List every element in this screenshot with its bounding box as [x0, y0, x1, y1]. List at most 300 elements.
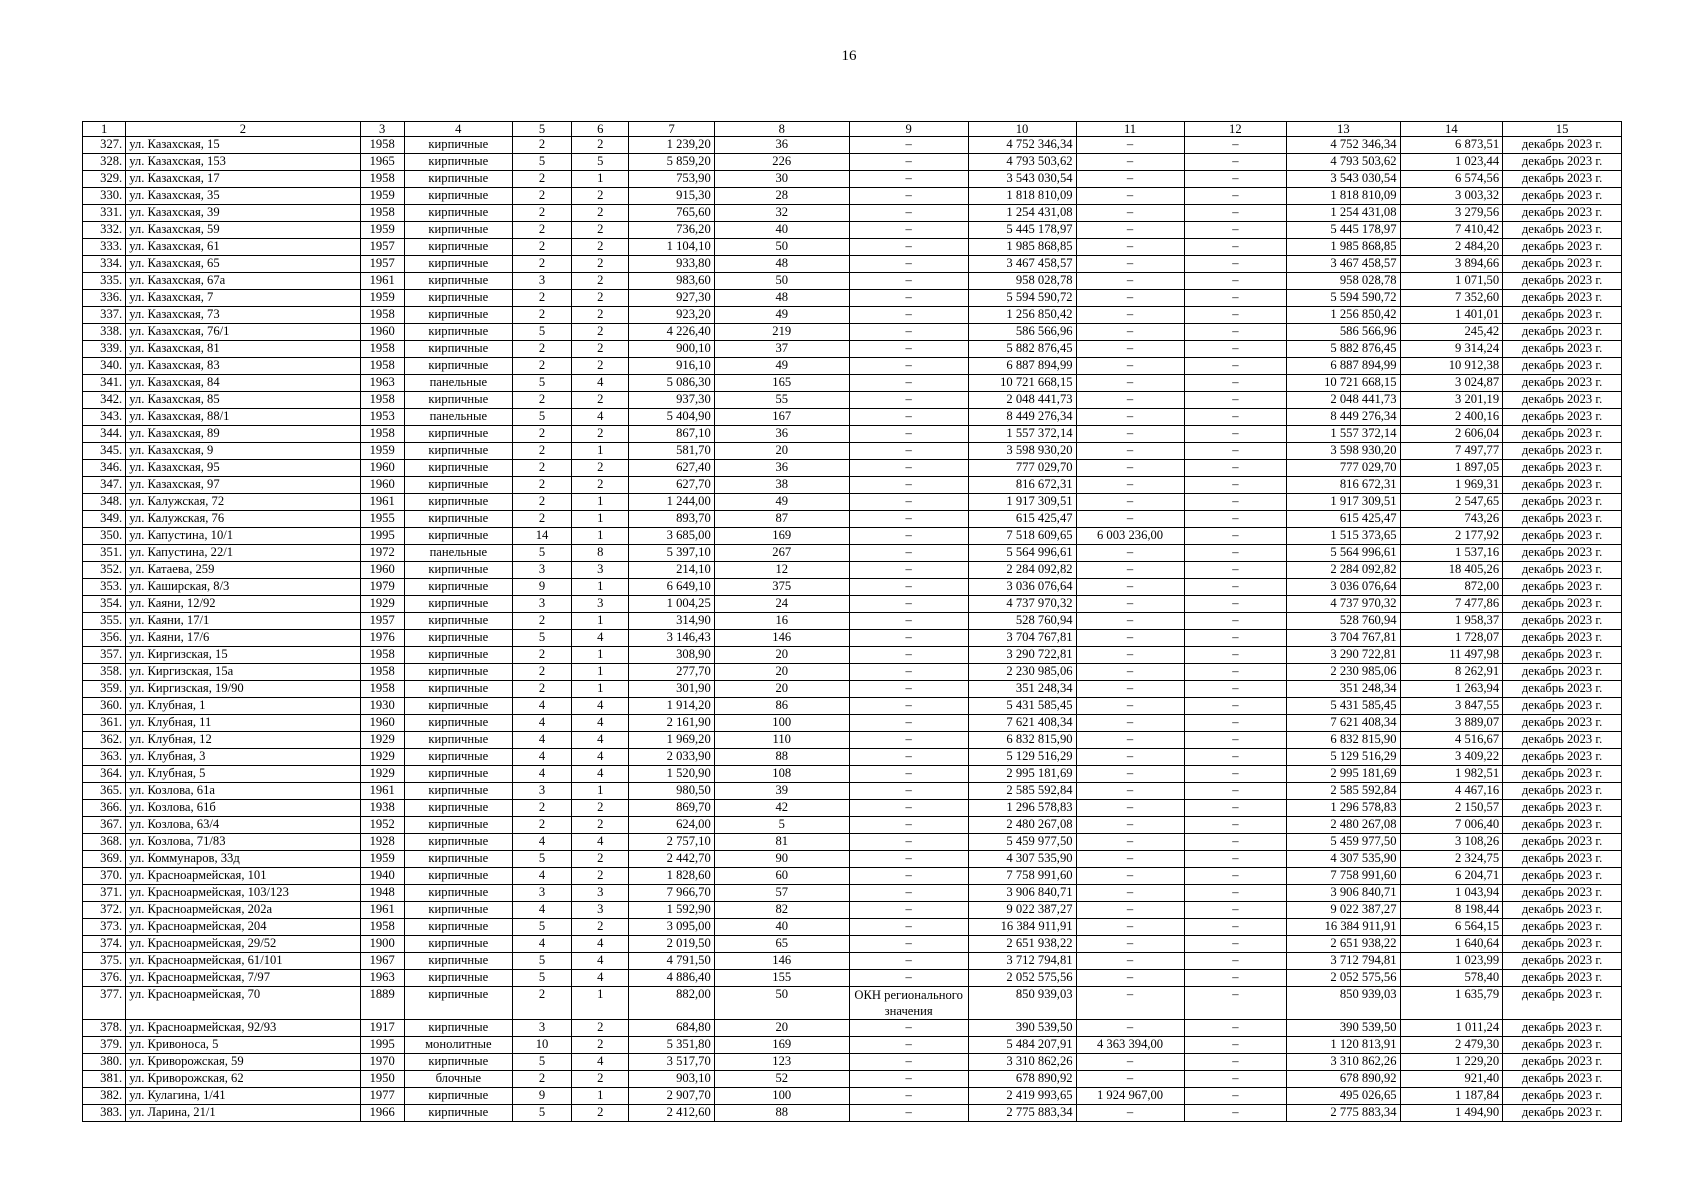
cell-entrances: 2 — [572, 1037, 629, 1054]
column-header-8: 8 — [714, 122, 849, 137]
cell-total-cost: 1 256 850,42 — [968, 307, 1076, 324]
table-row — [83, 307, 1622, 324]
cell-row-number: 327. — [83, 137, 126, 154]
cell-cost-per-sqm: 6 564,15 — [1400, 919, 1503, 936]
cell-residents: 20 — [714, 443, 849, 460]
cell-deadline: декабрь 2023 г. — [1503, 953, 1622, 970]
cell-entrances: 3 — [572, 562, 629, 579]
cell-floors: 2 — [512, 358, 571, 375]
cell-funds-col-12: – — [1184, 273, 1287, 290]
cell-funds-col-11: – — [1076, 494, 1184, 511]
cell-deadline: декабрь 2023 г. — [1503, 562, 1622, 579]
cell-year-built: 1972 — [360, 545, 404, 562]
cell-cost-per-sqm: 4 467,16 — [1400, 783, 1503, 800]
cell-funds-col-11: – — [1076, 409, 1184, 426]
cell-funds-col-12: – — [1184, 443, 1287, 460]
cell-address: ул. Казахская, 153 — [126, 154, 360, 171]
cell-entrances: 3 — [572, 902, 629, 919]
cell-entrances: 2 — [572, 851, 629, 868]
cell-funds-col-11: – — [1076, 647, 1184, 664]
cell-cost-col-13: 678 890,92 — [1287, 1071, 1400, 1088]
table-row — [83, 783, 1622, 800]
cell-wall-material: кирпичные — [404, 681, 512, 698]
cell-funds-col-12: – — [1184, 698, 1287, 715]
cell-floors: 3 — [512, 783, 571, 800]
cell-cost-col-13: 3 036 076,64 — [1287, 579, 1400, 596]
cell-funds-col-11: – — [1076, 562, 1184, 579]
cell-area: 980,50 — [629, 783, 714, 800]
cell-entrances: 1 — [572, 494, 629, 511]
cell-cost-per-sqm: 921,40 — [1400, 1071, 1503, 1088]
cell-entrances: 2 — [572, 341, 629, 358]
cell-total-cost: 3 598 930,20 — [968, 443, 1076, 460]
cell-wall-material: кирпичные — [404, 885, 512, 902]
cell-floors: 2 — [512, 817, 571, 834]
table-row — [83, 817, 1622, 834]
cell-heritage-status: – — [849, 647, 968, 664]
cell-floors: 5 — [512, 154, 571, 171]
cell-year-built: 1960 — [360, 562, 404, 579]
cell-floors: 2 — [512, 511, 571, 528]
cell-cost-per-sqm: 1 071,50 — [1400, 273, 1503, 290]
cell-area: 882,00 — [629, 987, 714, 1020]
cell-area: 3 517,70 — [629, 1054, 714, 1071]
cell-wall-material: кирпичные — [404, 596, 512, 613]
cell-year-built: 1959 — [360, 188, 404, 205]
cell-cost-per-sqm: 1 969,31 — [1400, 477, 1503, 494]
cell-residents: 108 — [714, 766, 849, 783]
cell-floors: 5 — [512, 545, 571, 562]
cell-floors: 3 — [512, 273, 571, 290]
cell-area: 1 914,20 — [629, 698, 714, 715]
cell-heritage-status: – — [849, 511, 968, 528]
cell-entrances: 4 — [572, 630, 629, 647]
cell-heritage-status: – — [849, 188, 968, 205]
cell-area: 1 969,20 — [629, 732, 714, 749]
cell-total-cost: 8 449 276,34 — [968, 409, 1076, 426]
cell-area: 1 828,60 — [629, 868, 714, 885]
table-row — [83, 171, 1622, 188]
cell-total-cost: 777 029,70 — [968, 460, 1076, 477]
cell-address: ул. Козлова, 61б — [126, 800, 360, 817]
cell-funds-col-11: – — [1076, 749, 1184, 766]
cell-floors: 2 — [512, 171, 571, 188]
cell-residents: 40 — [714, 222, 849, 239]
cell-row-number: 334. — [83, 256, 126, 273]
cell-residents: 375 — [714, 579, 849, 596]
cell-residents: 38 — [714, 477, 849, 494]
cell-total-cost: 3 704 767,81 — [968, 630, 1076, 647]
cell-row-number: 337. — [83, 307, 126, 324]
cell-funds-col-12: – — [1184, 154, 1287, 171]
cell-floors: 5 — [512, 409, 571, 426]
cell-funds-col-12: – — [1184, 613, 1287, 630]
cell-funds-col-11: – — [1076, 902, 1184, 919]
cell-entrances: 1 — [572, 511, 629, 528]
cell-cost-per-sqm: 3 409,22 — [1400, 749, 1503, 766]
cell-wall-material: кирпичные — [404, 1020, 512, 1037]
cell-row-number: 360. — [83, 698, 126, 715]
cell-floors: 3 — [512, 562, 571, 579]
cell-residents: 50 — [714, 273, 849, 290]
cell-row-number: 340. — [83, 358, 126, 375]
cell-deadline: декабрь 2023 г. — [1503, 732, 1622, 749]
cell-funds-col-11: 4 363 394,00 — [1076, 1037, 1184, 1054]
cell-total-cost: 2 651 938,22 — [968, 936, 1076, 953]
cell-heritage-status: – — [849, 358, 968, 375]
cell-funds-col-11: – — [1076, 324, 1184, 341]
cell-year-built: 1900 — [360, 936, 404, 953]
cell-total-cost: 2 480 267,08 — [968, 817, 1076, 834]
cell-funds-col-12: – — [1184, 188, 1287, 205]
cell-cost-per-sqm: 1 187,84 — [1400, 1088, 1503, 1105]
cell-cost-per-sqm: 7 410,42 — [1400, 222, 1503, 239]
cell-total-cost: 5 564 996,61 — [968, 545, 1076, 562]
table-row — [83, 239, 1622, 256]
cell-address: ул. Казахская, 95 — [126, 460, 360, 477]
cell-wall-material: кирпичные — [404, 868, 512, 885]
cell-year-built: 1995 — [360, 528, 404, 545]
cell-row-number: 351. — [83, 545, 126, 562]
cell-funds-col-12: – — [1184, 222, 1287, 239]
cell-deadline: декабрь 2023 г. — [1503, 443, 1622, 460]
cell-floors: 2 — [512, 987, 571, 1020]
cell-cost-col-13: 1 256 850,42 — [1287, 307, 1400, 324]
cell-year-built: 1917 — [360, 1020, 404, 1037]
cell-entrances: 2 — [572, 800, 629, 817]
cell-year-built: 1967 — [360, 953, 404, 970]
cell-funds-col-12: – — [1184, 494, 1287, 511]
cell-heritage-status: – — [849, 783, 968, 800]
cell-area: 684,80 — [629, 1020, 714, 1037]
cell-funds-col-11: – — [1076, 171, 1184, 188]
cell-area: 627,70 — [629, 477, 714, 494]
cell-cost-col-13: 10 721 668,15 — [1287, 375, 1400, 392]
cell-year-built: 1958 — [360, 681, 404, 698]
cell-year-built: 1958 — [360, 341, 404, 358]
cell-area: 3 146,43 — [629, 630, 714, 647]
cell-floors: 14 — [512, 528, 571, 545]
cell-funds-col-12: – — [1184, 817, 1287, 834]
cell-residents: 267 — [714, 545, 849, 562]
cell-cost-per-sqm: 6 574,56 — [1400, 171, 1503, 188]
cell-area: 1 239,20 — [629, 137, 714, 154]
cell-heritage-status: – — [849, 698, 968, 715]
cell-floors: 2 — [512, 188, 571, 205]
cell-total-cost: 586 566,96 — [968, 324, 1076, 341]
cell-deadline: декабрь 2023 г. — [1503, 494, 1622, 511]
cell-address: ул. Козлова, 61а — [126, 783, 360, 800]
cell-floors: 10 — [512, 1037, 571, 1054]
cell-address: ул. Красноармейская, 103/123 — [126, 885, 360, 902]
cell-cost-col-13: 2 995 181,69 — [1287, 766, 1400, 783]
table-row — [83, 256, 1622, 273]
cell-row-number: 336. — [83, 290, 126, 307]
register-table-container — [82, 121, 1622, 1122]
cell-residents: 49 — [714, 358, 849, 375]
cell-entrances: 1 — [572, 783, 629, 800]
cell-address: ул. Киргизская, 15 — [126, 647, 360, 664]
cell-entrances: 2 — [572, 273, 629, 290]
cell-cost-per-sqm: 3 003,32 — [1400, 188, 1503, 205]
cell-floors: 2 — [512, 239, 571, 256]
cell-residents: 20 — [714, 681, 849, 698]
cell-funds-col-11: – — [1076, 698, 1184, 715]
cell-year-built: 1958 — [360, 137, 404, 154]
cell-entrances: 2 — [572, 919, 629, 936]
cell-deadline: декабрь 2023 г. — [1503, 154, 1622, 171]
cell-row-number: 380. — [83, 1054, 126, 1071]
cell-total-cost: 10 721 668,15 — [968, 375, 1076, 392]
cell-year-built: 1958 — [360, 664, 404, 681]
cell-residents: 40 — [714, 919, 849, 936]
cell-total-cost: 3 906 840,71 — [968, 885, 1076, 902]
cell-deadline: декабрь 2023 г. — [1503, 1071, 1622, 1088]
cell-area: 627,40 — [629, 460, 714, 477]
cell-cost-col-13: 1 515 373,65 — [1287, 528, 1400, 545]
column-header-3: 3 — [360, 122, 404, 137]
table-row — [83, 562, 1622, 579]
table-row — [83, 1088, 1622, 1105]
cell-residents: 86 — [714, 698, 849, 715]
cell-year-built: 1929 — [360, 749, 404, 766]
cell-address: ул. Казахская, 73 — [126, 307, 360, 324]
cell-row-number: 333. — [83, 239, 126, 256]
cell-row-number: 332. — [83, 222, 126, 239]
cell-entrances: 3 — [572, 596, 629, 613]
table-row — [83, 715, 1622, 732]
cell-address: ул. Казахская, 39 — [126, 205, 360, 222]
cell-floors: 2 — [512, 222, 571, 239]
cell-wall-material: кирпичные — [404, 1105, 512, 1122]
cell-cost-col-13: 958 028,78 — [1287, 273, 1400, 290]
cell-cost-per-sqm: 1 011,24 — [1400, 1020, 1503, 1037]
cell-cost-per-sqm: 1 043,94 — [1400, 885, 1503, 902]
table-header-row — [83, 122, 1622, 137]
cell-heritage-status: – — [849, 953, 968, 970]
cell-row-number: 346. — [83, 460, 126, 477]
column-header-9: 9 — [849, 122, 968, 137]
cell-funds-col-11: – — [1076, 987, 1184, 1020]
cell-funds-col-11: – — [1076, 188, 1184, 205]
cell-total-cost: 9 022 387,27 — [968, 902, 1076, 919]
table-row — [83, 834, 1622, 851]
cell-row-number: 359. — [83, 681, 126, 698]
cell-funds-col-11: – — [1076, 341, 1184, 358]
cell-floors: 2 — [512, 392, 571, 409]
cell-heritage-status: – — [849, 834, 968, 851]
cell-row-number: 375. — [83, 953, 126, 970]
cell-floors: 9 — [512, 579, 571, 596]
cell-area: 5 404,90 — [629, 409, 714, 426]
cell-residents: 55 — [714, 392, 849, 409]
cell-entrances: 2 — [572, 460, 629, 477]
cell-wall-material: кирпичные — [404, 426, 512, 443]
cell-address: ул. Красноармейская, 7/97 — [126, 970, 360, 987]
cell-cost-per-sqm: 245,42 — [1400, 324, 1503, 341]
cell-deadline: декабрь 2023 г. — [1503, 426, 1622, 443]
cell-row-number: 348. — [83, 494, 126, 511]
cell-residents: 87 — [714, 511, 849, 528]
cell-row-number: 344. — [83, 426, 126, 443]
cell-area: 2 442,70 — [629, 851, 714, 868]
cell-funds-col-11: – — [1076, 545, 1184, 562]
cell-cost-col-13: 495 026,65 — [1287, 1088, 1400, 1105]
cell-cost-col-13: 4 793 503,62 — [1287, 154, 1400, 171]
cell-deadline: декабрь 2023 г. — [1503, 137, 1622, 154]
cell-deadline: декабрь 2023 г. — [1503, 477, 1622, 494]
cell-funds-col-11: – — [1076, 868, 1184, 885]
cell-entrances: 1 — [572, 528, 629, 545]
cell-floors: 2 — [512, 664, 571, 681]
cell-deadline: декабрь 2023 г. — [1503, 970, 1622, 987]
table-row — [83, 392, 1622, 409]
cell-wall-material: кирпичные — [404, 154, 512, 171]
cell-wall-material: кирпичные — [404, 239, 512, 256]
cell-cost-col-13: 615 425,47 — [1287, 511, 1400, 528]
cell-cost-per-sqm: 8 262,91 — [1400, 664, 1503, 681]
cell-row-number: 383. — [83, 1105, 126, 1122]
cell-floors: 5 — [512, 630, 571, 647]
column-header-13: 13 — [1287, 122, 1400, 137]
cell-cost-col-13: 1 120 813,91 — [1287, 1037, 1400, 1054]
cell-funds-col-12: – — [1184, 409, 1287, 426]
cell-year-built: 1960 — [360, 460, 404, 477]
cell-deadline: декабрь 2023 г. — [1503, 511, 1622, 528]
cell-address: ул. Капустина, 22/1 — [126, 545, 360, 562]
cell-deadline: декабрь 2023 г. — [1503, 528, 1622, 545]
cell-area: 765,60 — [629, 205, 714, 222]
cell-total-cost: 1 296 578,83 — [968, 800, 1076, 817]
cell-deadline: декабрь 2023 г. — [1503, 375, 1622, 392]
cell-residents: 82 — [714, 902, 849, 919]
cell-deadline: декабрь 2023 г. — [1503, 987, 1622, 1020]
cell-floors: 2 — [512, 137, 571, 154]
cell-heritage-status: – — [849, 596, 968, 613]
cell-entrances: 1 — [572, 987, 629, 1020]
cell-address: ул. Киргизская, 19/90 — [126, 681, 360, 698]
cell-funds-col-12: – — [1184, 970, 1287, 987]
cell-row-number: 350. — [83, 528, 126, 545]
cell-entrances: 2 — [572, 358, 629, 375]
cell-total-cost: 3 290 722,81 — [968, 647, 1076, 664]
cell-residents: 57 — [714, 885, 849, 902]
cell-heritage-status: – — [849, 545, 968, 562]
cell-wall-material: кирпичные — [404, 494, 512, 511]
cell-funds-col-11: – — [1076, 1020, 1184, 1037]
cell-row-number: 356. — [83, 630, 126, 647]
cell-row-number: 376. — [83, 970, 126, 987]
cell-floors: 3 — [512, 885, 571, 902]
cell-cost-per-sqm: 578,40 — [1400, 970, 1503, 987]
cell-row-number: 342. — [83, 392, 126, 409]
cell-area: 916,10 — [629, 358, 714, 375]
cell-heritage-status: – — [849, 664, 968, 681]
cell-entrances: 2 — [572, 188, 629, 205]
cell-funds-col-12: – — [1184, 647, 1287, 664]
table-row — [83, 426, 1622, 443]
cell-address: ул. Катаева, 259 — [126, 562, 360, 579]
cell-row-number: 369. — [83, 851, 126, 868]
cell-cost-col-13: 5 445 178,97 — [1287, 222, 1400, 239]
cell-deadline: декабрь 2023 г. — [1503, 239, 1622, 256]
cell-residents: 37 — [714, 341, 849, 358]
cell-area: 927,30 — [629, 290, 714, 307]
cell-heritage-status: – — [849, 800, 968, 817]
cell-residents: 20 — [714, 647, 849, 664]
cell-funds-col-11: – — [1076, 256, 1184, 273]
cell-residents: 81 — [714, 834, 849, 851]
cell-year-built: 1940 — [360, 868, 404, 885]
cell-row-number: 349. — [83, 511, 126, 528]
cell-address: ул. Каяни, 17/1 — [126, 613, 360, 630]
cell-total-cost: 678 890,92 — [968, 1071, 1076, 1088]
cell-cost-col-13: 1 296 578,83 — [1287, 800, 1400, 817]
cell-year-built: 1958 — [360, 426, 404, 443]
cell-wall-material: панельные — [404, 545, 512, 562]
cell-cost-col-13: 1 254 431,08 — [1287, 205, 1400, 222]
cell-row-number: 352. — [83, 562, 126, 579]
table-row — [83, 511, 1622, 528]
cell-cost-col-13: 1 917 309,51 — [1287, 494, 1400, 511]
cell-floors: 2 — [512, 256, 571, 273]
column-header-11: 11 — [1076, 122, 1184, 137]
cell-year-built: 1960 — [360, 477, 404, 494]
cell-address: ул. Красноармейская, 29/52 — [126, 936, 360, 953]
cell-total-cost: 7 518 609,65 — [968, 528, 1076, 545]
cell-area: 624,00 — [629, 817, 714, 834]
cell-row-number: 370. — [83, 868, 126, 885]
cell-wall-material: кирпичные — [404, 766, 512, 783]
cell-cost-per-sqm: 3 279,56 — [1400, 205, 1503, 222]
cell-cost-col-13: 3 310 862,26 — [1287, 1054, 1400, 1071]
cell-deadline: декабрь 2023 г. — [1503, 715, 1622, 732]
cell-row-number: 347. — [83, 477, 126, 494]
cell-residents: 226 — [714, 154, 849, 171]
cell-funds-col-12: – — [1184, 936, 1287, 953]
cell-cost-per-sqm: 3 024,87 — [1400, 375, 1503, 392]
cell-address: ул. Казахская, 65 — [126, 256, 360, 273]
cell-funds-col-12: – — [1184, 732, 1287, 749]
cell-year-built: 1961 — [360, 494, 404, 511]
cell-residents: 42 — [714, 800, 849, 817]
cell-wall-material: кирпичные — [404, 817, 512, 834]
table-row — [83, 375, 1622, 392]
cell-funds-col-11: – — [1076, 766, 1184, 783]
cell-area: 983,60 — [629, 273, 714, 290]
cell-wall-material: кирпичные — [404, 919, 512, 936]
cell-residents: 50 — [714, 239, 849, 256]
cell-total-cost: 7 621 408,34 — [968, 715, 1076, 732]
cell-address: ул. Казахская, 85 — [126, 392, 360, 409]
cell-floors: 5 — [512, 953, 571, 970]
cell-total-cost: 850 939,03 — [968, 987, 1076, 1020]
cell-wall-material: панельные — [404, 375, 512, 392]
cell-funds-col-12: – — [1184, 766, 1287, 783]
cell-heritage-status: – — [849, 1105, 968, 1122]
cell-funds-col-12: – — [1184, 375, 1287, 392]
cell-residents: 219 — [714, 324, 849, 341]
cell-funds-col-12: – — [1184, 834, 1287, 851]
cell-entrances: 2 — [572, 290, 629, 307]
cell-floors: 5 — [512, 851, 571, 868]
table-row — [83, 188, 1622, 205]
cell-heritage-status: – — [849, 256, 968, 273]
cell-year-built: 1979 — [360, 579, 404, 596]
table-row — [83, 137, 1622, 154]
table-row — [83, 1054, 1622, 1071]
cell-deadline: декабрь 2023 г. — [1503, 188, 1622, 205]
